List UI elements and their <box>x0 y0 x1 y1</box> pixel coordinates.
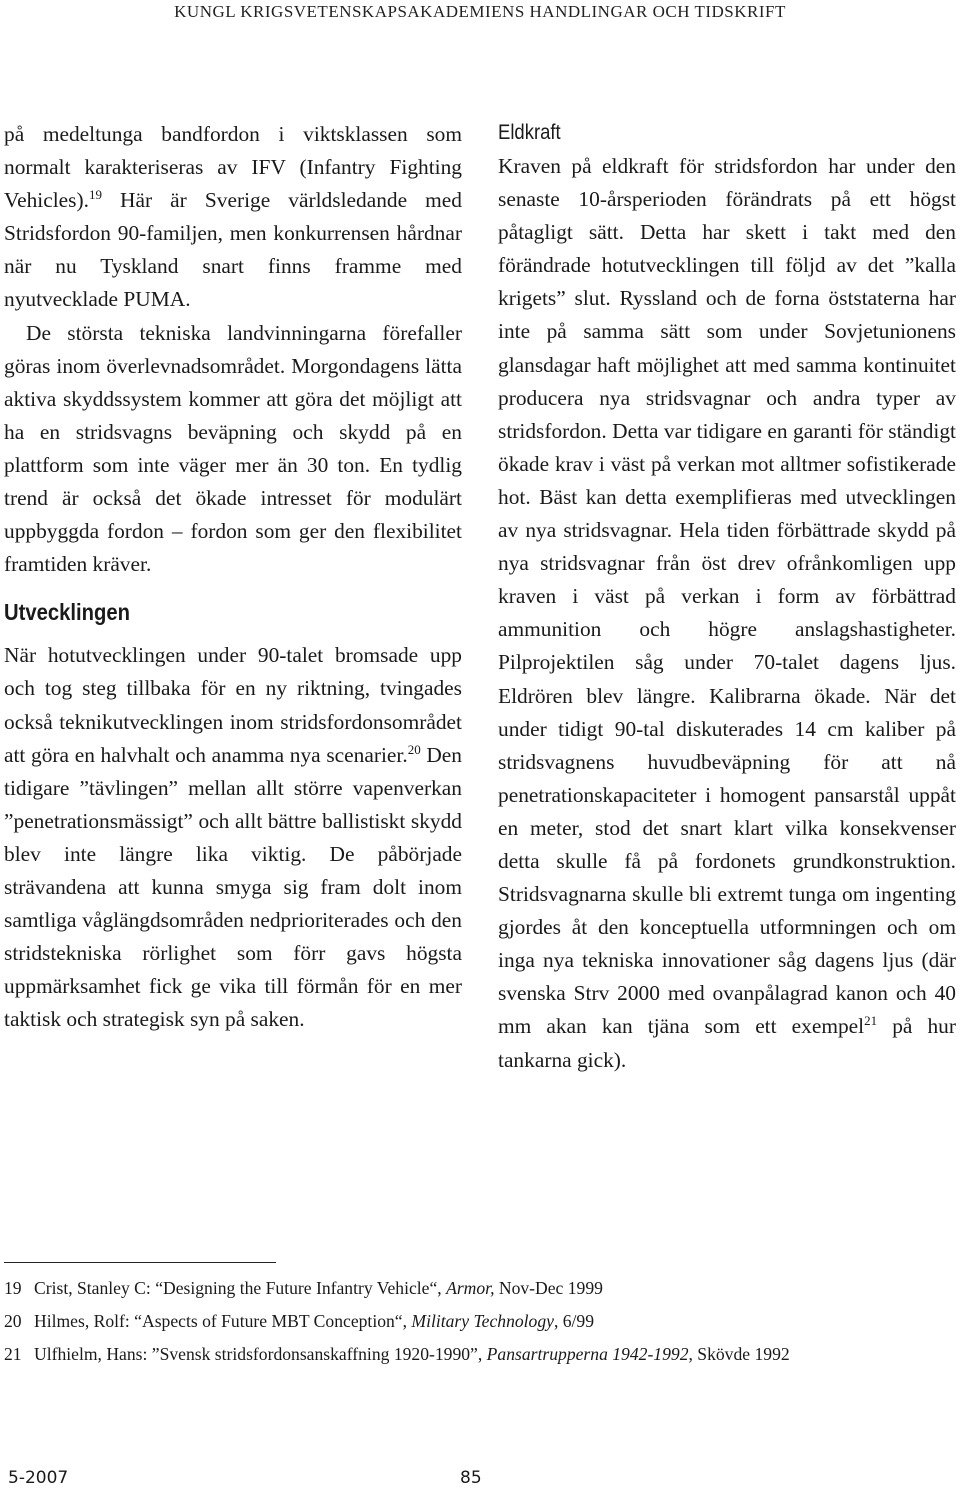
running-header: KUNGL KRIGSVETENSKAPSAKADEMIENS HANDLINGAR OCH TIDSKRIFT <box>174 2 786 21</box>
footnote-ref-19[interactable]: 19 <box>88 187 102 203</box>
issue-label: 5-2007 <box>8 1468 69 1488</box>
footnote-ref-21[interactable]: 21 <box>864 1013 878 1029</box>
footnotes <box>4 1272 960 1371</box>
left-column <box>4 118 462 1036</box>
paragraph-survival: De största tekniska landvinningarna förefaller göras inom överlevnadsområdet. Morgondagens lätta aktiva skyddssystem kommer att göra det möjligt att ha en stridsvagns beväpning och skydd på en plattform som inte väger mer än 30 ton. En tydlig trend är också det ökade intresset för modulärt uppbyggda fordon – fordon som ger den flexibilitet framtiden kräver. <box>4 320 462 577</box>
right-column <box>498 118 956 1077</box>
section-heading-eldkraft: Eldkraft <box>498 121 561 144</box>
section-heading-utvecklingen: Utvecklingen <box>4 599 130 626</box>
footnote-21: 21 Ulfhielm, Hans: ”Svensk stridsfordonsanskaffning 1920-1990”, Pansartrupperna 1942-1992, Skövde 1992 <box>4 1344 790 1364</box>
footnote-20: 20 Hilmes, Rolf: “Aspects of Future MBT Conception“, Military Technology, 6/99 <box>4 1311 595 1331</box>
footnote-ref-20[interactable]: 20 <box>407 741 421 757</box>
paragraph-development: När hotutvecklingen under 90-talet bromsade upp och tog steg tillbaka för en ny riktning, tvingades också teknikutvecklingen inom stridsfordonsområdet att göra en halvhalt och anamma nya scenarier.$^{20}$ Den tidigare ”tävlingen” mellan allt större vapenverkan ”penetrationsmässigt” och allt bättre ballistiskt skydd blev inte längre lika viktig. De påbörjade strävandena att kunna smyga sig fram dolt inom samtliga våglängdsområden nedprioriterades och den stridstekniska rörlighet som förr gavs högsta uppmärksamhet fick ge vika till förmån för en mer taktisk och strategisk syn på saken. <box>4 643 462 1032</box>
paragraph-intro: på medeltunga bandfordon i viktsklassen som normalt karakteriseras av IFV (Infantry Fighting Vehicles).$^{19}$ Här är Sverige världsledande med Stridsfordon 90-familjen, men konkurrensen hårdnar när nu Tyskland snart finns framme med nyutvecklade PUMA. <box>4 122 462 312</box>
page-number: 85 <box>460 1468 482 1488</box>
footnote-19: 19 Crist, Stanley C: “Designing the Future Infantry Vehicle“, Armor, Nov-Dec 1999 <box>4 1278 603 1298</box>
paragraph-firepower: Kraven på eldkraft för stridsfordon har under den senaste 10-årsperioden förändrats på ett högst påtagligt sätt. Detta har skett i takt med den förändrade hotutvecklingen till följd av det ”kalla krigets” slut. Ryssland och de forna öststaterna har inte på samma sätt som under Sovjetunionens glansdagar haft möjlighet att med samma kontinuitet producera nya stridsvagnar och andra typer av stridsfordon. Detta var tidigare en garanti för ständigt ökade krav i väst på verkan mot alltmer sofistikerade hot. Bäst kan detta exemplifieras med utvecklingen av nya stridsvagnar. Hela tiden förbättrade skydd på nya stridsvagnar från öst drev ofrånkomligen upp kraven i väst på verkan i form av förbättrad ammunition och högre anslagshastigheter. Pilprojektilen såg under 70-talet dagens ljus. Eldrören blev längre. Kalibrarna ökade. När det under tidigt 90-tal diskuterades 14 cm kaliber på stridsvagnens huvudbeväpning för att nå penetrationskapaciteter i homogent pansarstål uppåt en meter, stod det snart klart vilka konsekvenser detta skulle få på fordonets grundkonstruktion. Stridsvagnarna skulle bli extremt tunga om ingenting gjordes åt den konceptuella utformningen och om inga nya tekniska innovationer såg dagens ljus (där svenska Strv 2000 med ovanpålagrad kanon och 40 mm akan kan tjäna som ett exempel$^{21}$ på hur tankarna gick). <box>498 154 956 1072</box>
footnote-rule <box>4 1262 276 1263</box>
page-footer <box>0 1468 960 1496</box>
